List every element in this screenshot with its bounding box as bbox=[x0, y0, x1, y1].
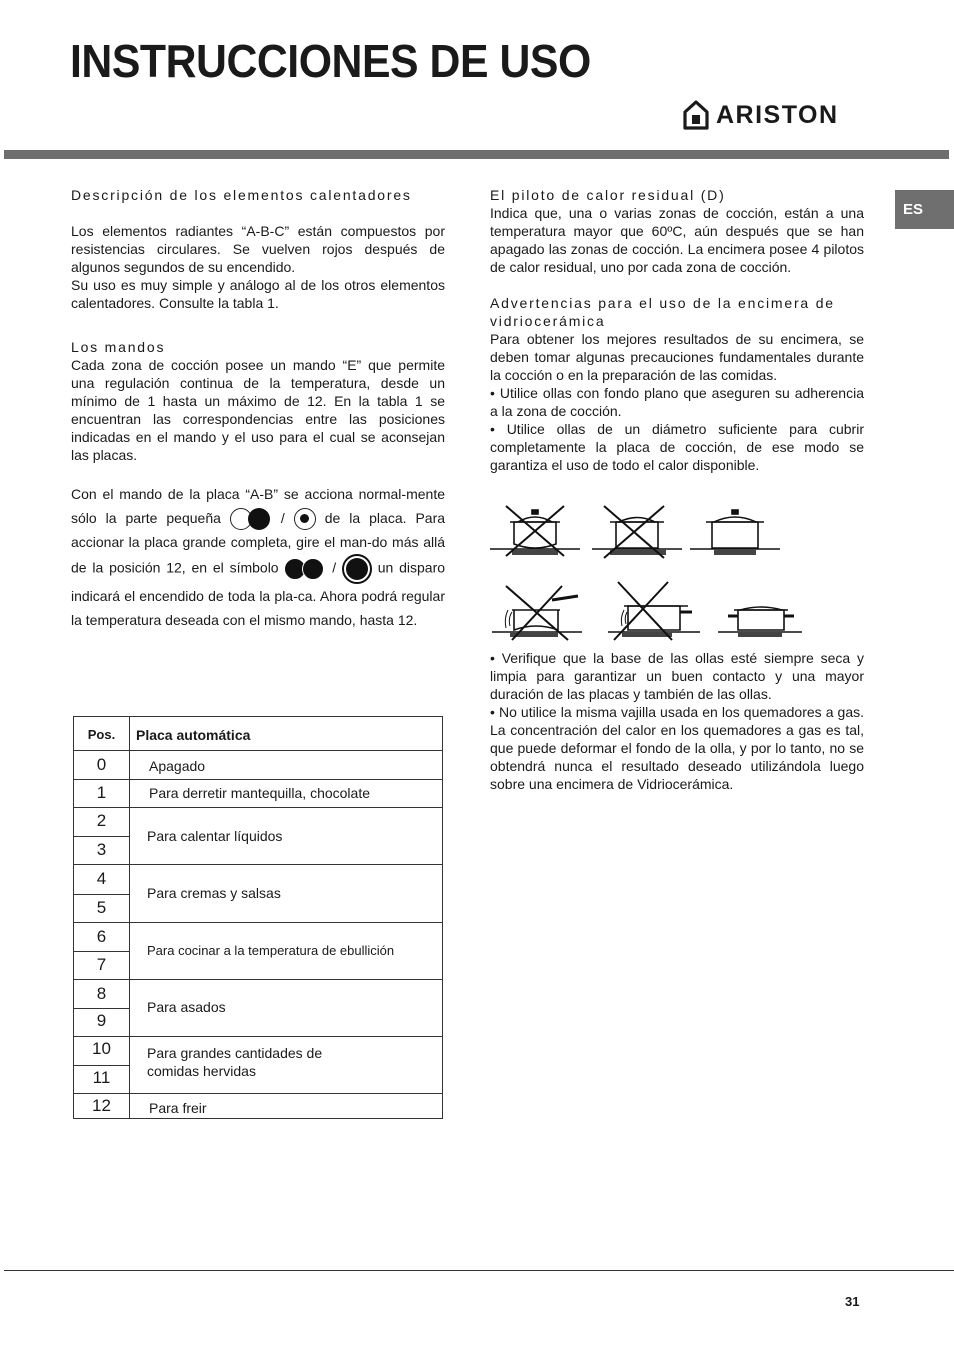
table-pos: 1 bbox=[96, 783, 107, 802]
header-divider bbox=[4, 150, 949, 159]
table-desc: Para calentar líquidos bbox=[147, 828, 283, 844]
table-pos: 12 bbox=[92, 1096, 111, 1115]
text-fragment: Con el mando de la placa “A-B” se acciona normal-mente sólo la parte pequeña bbox=[71, 486, 445, 526]
pot-deformed-bottom-icon bbox=[492, 586, 582, 640]
table-desc: Para cremas y salsas bbox=[147, 885, 281, 901]
brand-name: ARISTON bbox=[716, 100, 839, 129]
section-heading-warnings: Advertencias para el uso de la encimera de vidriocerámica bbox=[490, 295, 835, 329]
table-pos: 6 bbox=[96, 927, 107, 946]
pot-wet-bottom-icon bbox=[608, 582, 700, 640]
pot-correct-flat-icon bbox=[718, 607, 802, 637]
table-header-desc: Placa automática bbox=[136, 727, 251, 743]
brand-logo bbox=[682, 98, 839, 132]
table-header-pos: Pos. bbox=[87, 727, 116, 742]
table-pos: 5 bbox=[96, 898, 107, 917]
table-desc: Para asados bbox=[147, 999, 226, 1015]
full-zone-knob-icon bbox=[284, 558, 326, 580]
bullet-item: • Verifique que la base de las ollas esté siempre seca y limpia para garantizar un buen contacto y una mayor duración de las placas y también de las ollas. bbox=[490, 650, 864, 702]
slash: / bbox=[280, 510, 285, 526]
paragraph-knob-instructions bbox=[71, 482, 445, 632]
table-pos: 2 bbox=[96, 811, 107, 830]
bullet-item: • Utilice ollas de un diámetro suficiente para cubrir completamente la placa de cocción, de ese modo se garantiza el uso de todo el calor disponible. bbox=[490, 421, 864, 473]
language-tab: ES bbox=[895, 190, 954, 229]
table-pos: 0 bbox=[96, 755, 107, 774]
table-desc: Para grandes cantidades de comidas hervidas bbox=[147, 1045, 323, 1079]
text-fragment: un disparo indicará el encendido de toda la pla-ca. Ahora podrá regular la temperatura deseada con el mismo mando, hasta 12. bbox=[71, 560, 446, 629]
table-pos: 8 bbox=[96, 984, 107, 1003]
footer-divider bbox=[4, 1270, 954, 1271]
table-pos: 9 bbox=[96, 1011, 107, 1030]
pot-correct-icon bbox=[690, 510, 780, 555]
paragraph: Para obtener los mejores resultados de su encimera, se deben tomar algunas precauciones fundamentales durante la cocción o en la preparación de las comidas. bbox=[490, 331, 864, 383]
small-zone-knob-icon bbox=[294, 508, 316, 530]
paragraph: Su uso es muy simple y análogo al de los otros elementos calentadores. Consulte la tabla 1. bbox=[71, 277, 445, 311]
ariston-house-icon bbox=[682, 99, 710, 131]
paragraph: Cada zona de cocción posee un mando “E” que permite una regulación continua de la temperatura, desde un mínimo de 1 hasta un máximo de 12. En la tabla 1 se encuentran las correspondencias entre las posiciones indicadas en el mando y el uso para el cual se aconsejan las placas. bbox=[71, 357, 445, 463]
table-pos: 3 bbox=[96, 840, 107, 859]
page-number: 31 bbox=[845, 1294, 860, 1309]
pot-usage-illustration bbox=[488, 500, 808, 645]
table-pos: 11 bbox=[92, 1068, 111, 1087]
table-pos: 7 bbox=[96, 955, 107, 974]
table-pos: 4 bbox=[96, 869, 107, 888]
table-desc: Para freir bbox=[149, 1100, 207, 1116]
table-divider bbox=[129, 717, 130, 1118]
text-fragment: de la placa. Para accionar la placa grande completa, gire el man-do más allá de la posición 12, en el símbolo bbox=[71, 510, 446, 576]
section-heading-heating-elements: Descripción de los elementos calentadores bbox=[71, 187, 412, 203]
dual-zone-knob-icon bbox=[230, 508, 272, 530]
table-pos: 10 bbox=[92, 1039, 111, 1058]
table-heating-positions bbox=[73, 716, 443, 1119]
page-title: INSTRUCCIONES DE USO bbox=[70, 35, 591, 87]
right-column-lower bbox=[490, 649, 864, 793]
pot-wrong-size-icon bbox=[490, 506, 580, 556]
slash: / bbox=[332, 560, 337, 576]
paragraph: Los elementos radiantes “A-B-C” están compuestos por resistencias circulares. Se vuelven rojos después de algunos segundos de su encendido. bbox=[71, 223, 445, 275]
section-heading-residual-heat: El piloto de calor residual (D) bbox=[490, 187, 726, 203]
paragraph: Indica que, una o varias zonas de cocción, están a una temperatura mayor que 60ºC, aún después que se han apagado las zonas de cocción. La encimera posee 4 pilotos de calor residual, uno por cada zona de cocción. bbox=[490, 205, 864, 275]
table-desc: Para cocinar a la temperatura de ebullición bbox=[147, 943, 395, 958]
table-desc: Apagado bbox=[149, 758, 206, 774]
section-heading-controls: Los mandos bbox=[71, 339, 166, 355]
right-column bbox=[490, 186, 864, 474]
left-column bbox=[71, 186, 445, 632]
large-zone-knob-icon bbox=[342, 554, 372, 584]
bullet-item: • Utilice ollas con fondo plano que aseguren su adherencia a la zona de cocción. bbox=[490, 385, 864, 419]
pot-too-small-icon bbox=[592, 506, 682, 558]
bullet-item: • No utilice la misma vajilla usada en los quemadores a gas. La concentración del calor en los quemadores a gas es tal, que puede deformar el fondo de la olla, y por lo tanto, no se obtendrá nunca el resultado deseado utilizándola luego sobre una encimera de Vidriocerámica. bbox=[490, 704, 864, 792]
table-desc: Para derretir mantequilla, chocolate bbox=[149, 785, 371, 801]
